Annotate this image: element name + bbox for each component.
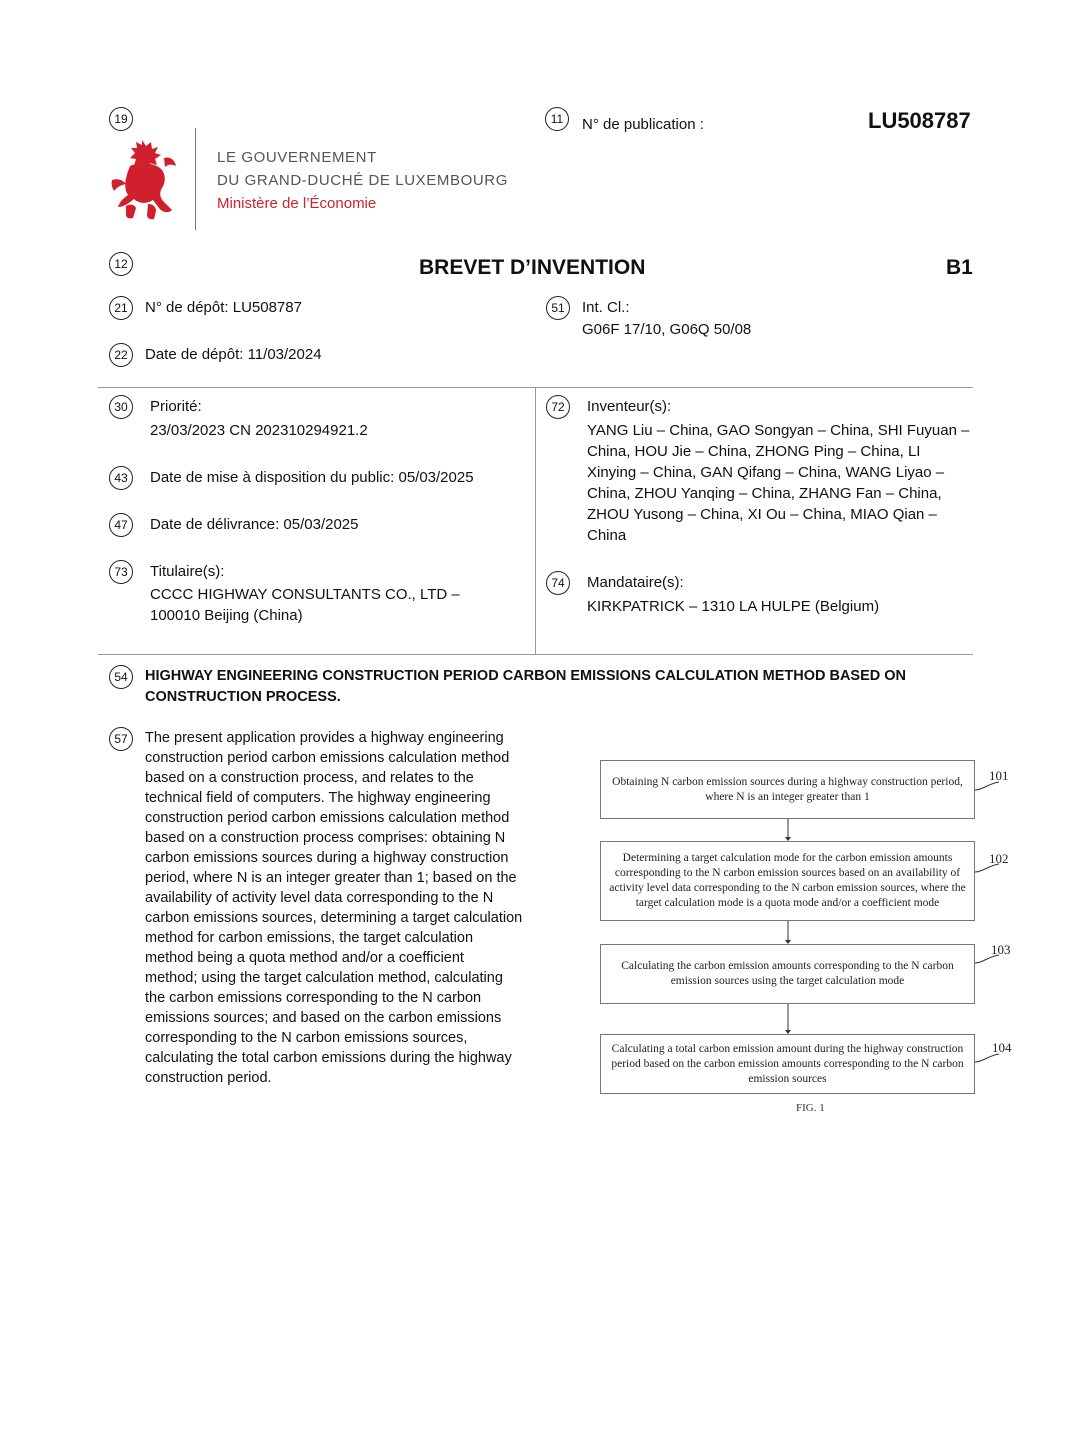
ref-number-30: 30 [109, 395, 133, 419]
inventors-list [587, 420, 969, 546]
ref-label-103: 103 [991, 942, 1011, 957]
holder-line-1: CCCC HIGHWAY CONSULTANTS CO., LTD – [150, 586, 460, 603]
ref-number-72: 72 [546, 395, 570, 419]
abstract-line: method being a quota method and/or a coefficient [145, 950, 464, 966]
abstract-line: construction period carbon emissions calculation method [145, 750, 510, 766]
flow-step-103: Calculating the carbon emission amounts corresponding to the N carbon emission sources using the target calculation mode [600, 944, 975, 1004]
int-cl-label: Int. Cl.: [582, 299, 630, 316]
abstract-line: carbon emissions sources, determining a target calculation [145, 910, 523, 926]
kind-code: B1 [946, 256, 973, 279]
agent-value: KIRKPATRICK – 1310 LA HULPE (Belgium) [587, 598, 880, 615]
abstract-line: construction period carbon emissions calculation method [145, 810, 510, 826]
ref-label-102: 102 [989, 851, 1009, 866]
ref-label-101: 101 [989, 768, 1009, 783]
luxembourg-lion-logo [108, 136, 180, 222]
ref-number-47: 47 [109, 513, 133, 537]
arrowhead-102 [785, 837, 791, 841]
abstract-line: The present application provides a highway engineering [145, 730, 504, 746]
deposit-number: N° de dépôt: LU508787 [145, 299, 302, 316]
figure-caption: FIG. 1 [796, 1102, 825, 1114]
ref-label-104: 104 [992, 1040, 1012, 1055]
flow-step-102: Determining a target calculation mode for the carbon emission amounts corresponding to the N carbon emission sources based on an availability of activity level data corresponding to the N carbon emission sources, where the target calculation mode is a quota mode and/or a coefficient mode [600, 841, 975, 921]
holder-label: Titulaire(s): [150, 563, 225, 580]
publication-number: LU508787 [868, 108, 971, 133]
agent-label: Mandataire(s): [587, 574, 684, 591]
ref-number-43: 43 [109, 466, 133, 490]
abstract-line: the carbon emissions corresponding to the N carbon [145, 990, 482, 1006]
ref-number-51: 51 [546, 296, 570, 320]
column-divider [535, 387, 536, 655]
abstract-line: method for carbon emissions, the target calculation [145, 930, 474, 946]
ref-number-73: 73 [109, 560, 133, 584]
divider-bottom [98, 654, 973, 655]
inventors-label: Inventeur(s): [587, 398, 672, 415]
ref-number-57: 57 [109, 727, 133, 751]
priority-label: Priorité: [150, 398, 202, 415]
ref-number-54: 54 [109, 665, 133, 689]
inventors-line: China [587, 527, 627, 544]
ref-number-74: 74 [546, 571, 570, 595]
abstract-line: carbon emissions sources during a highway construction [145, 850, 509, 866]
ref-number-11: 11 [545, 107, 569, 131]
delivery-date: Date de délivrance: 05/03/2025 [150, 516, 359, 533]
inventors-line: Xinying – China, GAN Qifang – China, WANG Liyao – [587, 464, 945, 481]
ref-number-21: 21 [109, 296, 133, 320]
inventors-line: ZHOU Yusong – China, XI Ou – China, MIAO Qian – [587, 506, 937, 523]
abstract-line: availability of activity level data corresponding to the N [145, 890, 494, 906]
inventors-line: China, HOU Jie – China, ZHONG Ping – China, LI [587, 443, 921, 460]
abstract-line: corresponding to the N carbon emissions sources, [145, 1030, 468, 1046]
abstract-text [145, 728, 540, 1088]
ministry-name: Ministère de l’Économie [217, 195, 377, 212]
flow-step-104: Calculating a total carbon emission amount during the highway construction period based on the carbon emission amounts corresponding to the N carbon emission sources [600, 1034, 975, 1094]
priority-value: 23/03/2023 CN 202310294921.2 [150, 422, 368, 439]
document-title: BREVET D’INVENTION [419, 256, 646, 279]
flow-step-101: Obtaining N carbon emission sources during a highway construction period, where N is an integer greater than 1 [600, 760, 975, 819]
gov-line-1: LE GOUVERNEMENT [217, 149, 377, 166]
arrowhead-103 [785, 940, 791, 944]
abstract-line: calculating the total carbon emissions during the highway [145, 1050, 512, 1066]
ref-number-19: 19 [109, 107, 133, 131]
invention-title [145, 666, 906, 708]
flowchart-connectors [590, 760, 1030, 1105]
abstract-line: construction period. [145, 1070, 272, 1086]
deposit-date: Date de dépôt: 11/03/2024 [145, 346, 322, 363]
ref-number-12: 12 [109, 252, 133, 276]
invention-title-line-2: CONSTRUCTION PROCESS. [145, 689, 341, 705]
arrowhead-104 [785, 1030, 791, 1034]
abstract-line: emissions sources; and based on the carbon emissions [145, 1010, 502, 1026]
publication-label: N° de publication : [582, 116, 704, 133]
gov-line-2: DU GRAND-DUCHÉ DE LUXEMBOURG [217, 172, 508, 189]
invention-title-line-1: HIGHWAY ENGINEERING CONSTRUCTION PERIOD CARBON EMISSIONS CALCULATION METHOD BASED ON [145, 668, 907, 684]
int-cl-value: G06F 17/10, G06Q 50/08 [582, 321, 752, 338]
logo-divider [195, 128, 196, 230]
holder-line-2: 100010 Beijing (China) [150, 607, 303, 624]
abstract-line: based on a construction process comprises: obtaining N [145, 830, 506, 846]
inventors-line: China, ZHOU Yanqing – China, ZHANG Fan – China, [587, 485, 942, 502]
abstract-line: based on a construction process, and relates to the [145, 770, 474, 786]
abstract-line: method; using the target calculation method, calculating [145, 970, 503, 986]
abstract-line: technical field of computers. The highway engineering [145, 790, 491, 806]
ref-number-22: 22 [109, 343, 133, 367]
abstract-line: period, where N is an integer greater than 1; based on the [145, 870, 517, 886]
public-availability-date: Date de mise à disposition du public: 05/03/2025 [150, 469, 474, 486]
inventors-line: YANG Liu – China, GAO Songyan – China, SHI Fuyuan – [587, 422, 970, 439]
